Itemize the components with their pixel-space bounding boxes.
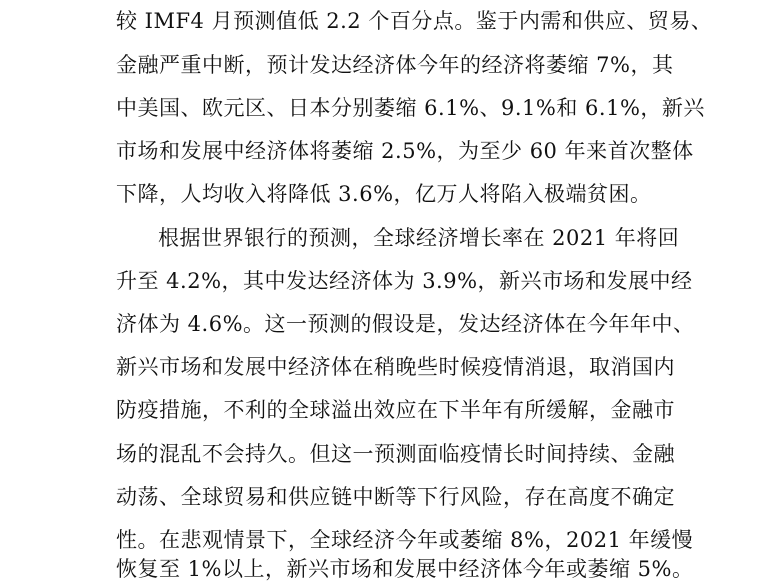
text-line: 根据世界银行的预测，全球经济增长率在 2021 年将回 xyxy=(158,226,680,250)
text-line: 金融严重中断，预计发达经济体今年的经济将萎缩 7%，其 xyxy=(116,53,674,77)
text-line: 动荡、全球贸易和供应链中断等下行风险，存在高度不确定 xyxy=(116,485,675,509)
text-line: 防疫措施，不利的全球溢出效应在下半年有所缓解，金融市 xyxy=(116,398,675,422)
text-line: 较 IMF4 月预测值低 2.2 个百分点。鉴于内需和供应、贸易、 xyxy=(116,9,713,33)
text-line: 下降，人均收入将降低 3.6%，亿万人将陷入极端贫困。 xyxy=(116,182,652,206)
text-line: 中美国、欧元区、日本分别萎缩 6.1%、9.1%和 6.1%，新兴 xyxy=(116,96,705,120)
text-line: 新兴市场和发展中经济体在稍晚些时候疫情消退，取消国内 xyxy=(116,355,675,379)
text-line: 市场和发展中经济体将萎缩 2.5%，为至少 60 年来首次整体 xyxy=(116,139,694,163)
text-line: 升至 4.2%，其中发达经济体为 3.9%，新兴市场和发展中经 xyxy=(116,269,693,293)
text-line: 恢复至 1%以上，新兴市场和发展中经济体今年或萎缩 5%。 xyxy=(116,557,694,581)
text-line: 场的混乱不会持久。但这一预测面临疫情长时间持续、金融 xyxy=(116,442,675,466)
text-line: 性。在悲观情景下，全球经济今年或萎缩 8%，2021 年缓慢 xyxy=(116,528,694,552)
text-line: 济体为 4.6%。这一预测的假设是，发达经济体在今年年中、 xyxy=(116,312,695,336)
